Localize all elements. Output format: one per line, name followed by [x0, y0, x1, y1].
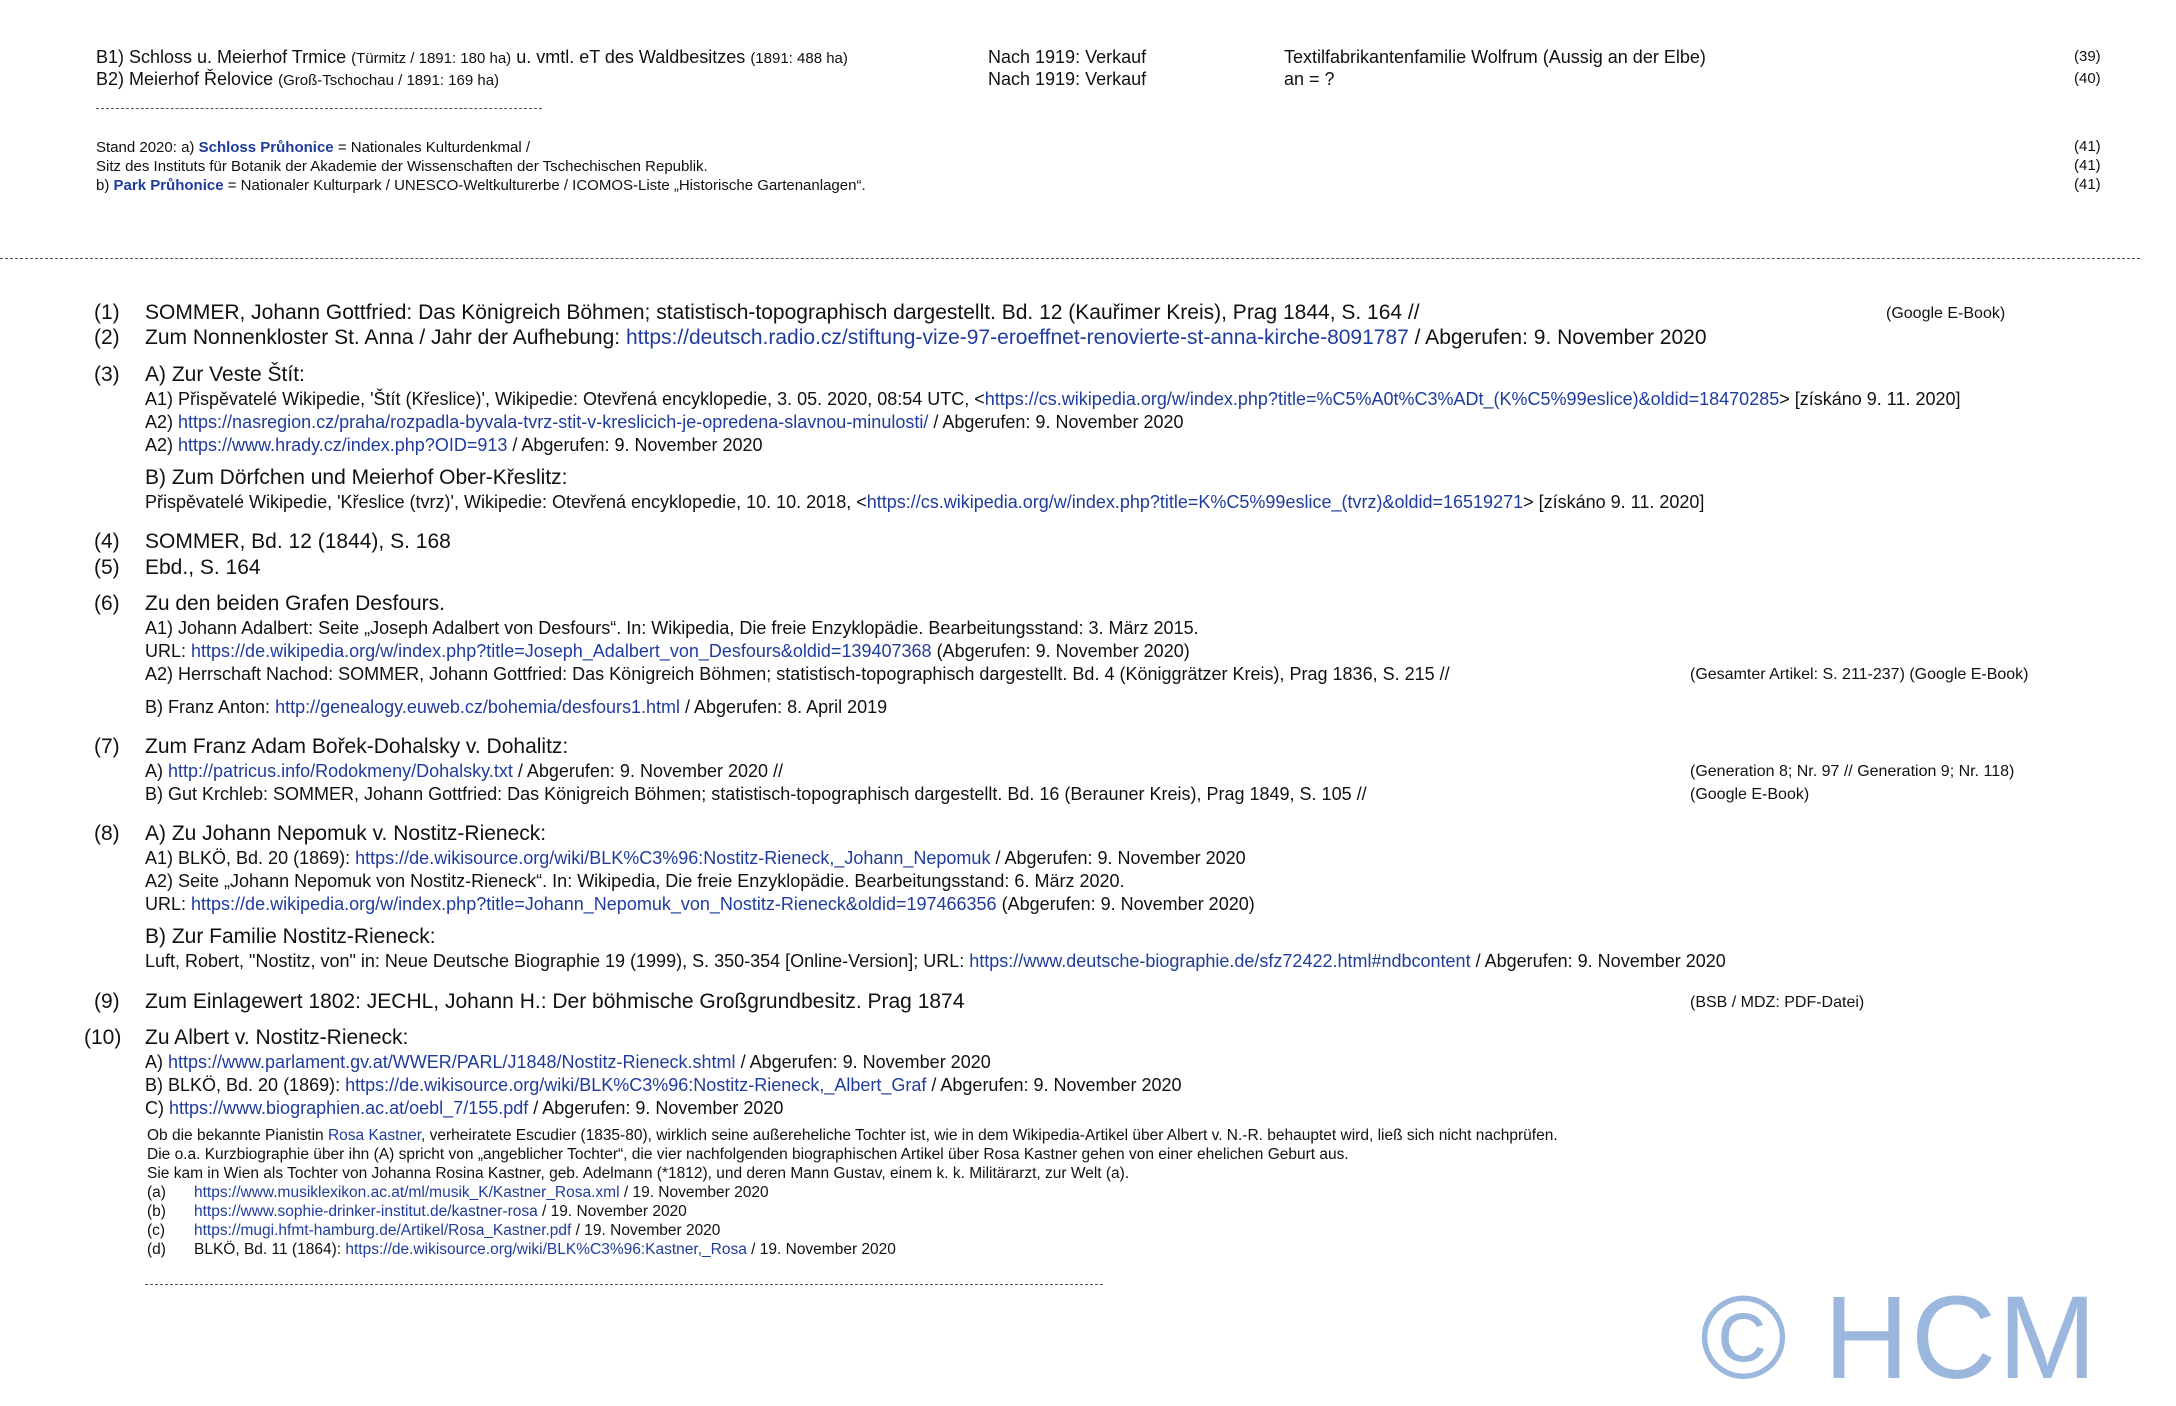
stand-text: = Nationales Kulturdenkmal / — [337, 139, 530, 156]
stand-ref: (41) — [2074, 176, 2101, 193]
note-line: Die o.a. Kurzbiographie über ihn (A) spricht von „angeblicher Tochter“, die vier nachfolgenden biographischen Artikel über Rosa Kastner gehen von einer ehelichen Geburt aus. — [147, 1146, 1349, 1163]
text: Ob die bekannte Pianistin — [147, 1127, 324, 1144]
link-url[interactable]: https://www.deutsche-biographie.de/sfz72422.html#ndbcontent — [969, 951, 1471, 971]
link-url[interactable]: https://de.wikipedia.org/w/index.php?title=Johann_Nepomuk_von_Nostitz-Rieneck&oldid=197466356 — [191, 894, 997, 914]
link-url[interactable]: https://cs.wikipedia.org/w/index.php?title=K%C5%99eslice_(tvrz)&oldid=16519271 — [866, 492, 1524, 512]
text: Zum Nonnenkloster St. Anna / Jahr der Aufhebung: — [145, 326, 621, 349]
text: > [získáno 9. 11. 2020] — [1523, 492, 1705, 512]
text: Luft, Robert, "Nostitz, von" in: Neue Deutsche Biographie 19 (1999), S. 350-354 [Online-Version]; URL: — [145, 951, 965, 971]
footnote-right-note: (BSB / MDZ: PDF-Datei) — [1690, 994, 1865, 1011]
link-url[interactable]: http://patricus.info/Rodokmeny/Dohalsky.txt — [168, 761, 513, 781]
sub-ref-key: (c) — [147, 1222, 166, 1239]
text: A2) — [145, 435, 174, 455]
link-url[interactable]: https://www.parlament.gv.at/WWER/PARL/J1848/Nostitz-Rieneck.shtml — [168, 1052, 736, 1072]
text: / 19. November 2020 — [623, 1184, 769, 1201]
link-rosa-kastner[interactable]: Rosa Kastner — [327, 1127, 422, 1144]
text: / Abgerufen: 9. November 2020 — [931, 1075, 1182, 1095]
footnote-number: (7) — [94, 735, 120, 758]
footnote-line — [145, 1098, 783, 1119]
footnote-right-note: (Generation 8; Nr. 97 // Generation 9; Nr. 118) — [1690, 763, 2015, 780]
footnote-line — [145, 848, 1246, 869]
footnote-line: B) Gut Krchleb: SOMMER, Johann Gottfried: Das Königreich Böhmen; statistisch-topographisch dargestellt. Bd. 16 (Berauner Kreis), Prag 1849, S. 105 // — [145, 784, 1367, 804]
footnote-number: (9) — [94, 990, 120, 1013]
text: / Abgerufen: 9. November 2020 — [512, 435, 763, 455]
stand-prefix: b) — [96, 177, 110, 194]
stand-prefix: Stand 2020: a) — [96, 139, 195, 156]
text: / 19. November 2020 — [542, 1203, 687, 1220]
divider-bottom — [145, 1284, 1103, 1285]
footnote-line: A1) Johann Adalbert: Seite „Joseph Adalbert von Desfours“. In: Wikipedia, Die freie Enzyklopädie. Bearbeitungsstand: 3. März 2015. — [145, 618, 1199, 638]
link-url[interactable]: https://cs.wikipedia.org/w/index.php?title=%C5%A0t%C3%ADt_(K%C5%99eslice)&oldid=18470285 — [984, 389, 1780, 409]
footnote-line — [145, 412, 1184, 433]
link-url[interactable]: https://www.hrady.cz/index.php?OID=913 — [178, 435, 508, 455]
footnote-number: (5) — [94, 556, 120, 579]
footnote-line — [145, 1075, 1182, 1096]
footnote-heading: A) Zur Veste Štít: — [145, 363, 305, 386]
text: C) — [145, 1098, 164, 1118]
text: A2) — [145, 412, 174, 432]
footnote-number: (8) — [94, 822, 120, 845]
footnote-number: (1) — [94, 301, 120, 324]
footnote-line — [145, 951, 1726, 972]
text: A) — [145, 1052, 163, 1072]
copyright-watermark: © HCM — [1700, 1272, 2099, 1404]
footnote-number: (6) — [94, 592, 120, 615]
row-status: Nach 1919: Verkauf — [988, 47, 1147, 67]
footnote-number: (3) — [94, 363, 120, 386]
footnote-right-note: (Gesamter Artikel: S. 211-237) (Google E-Book) — [1690, 666, 2029, 683]
link-url[interactable]: http://genealogy.euweb.cz/bohemia/desfours1.html — [275, 697, 680, 717]
link-url[interactable]: https://de.wikisource.org/wiki/BLK%C3%96:Nostitz-Rieneck,_Johann_Nepomuk — [355, 848, 991, 868]
footnote-heading: A) Zu Johann Nepomuk v. Nostitz-Rieneck: — [145, 822, 547, 845]
footnote-heading: Zu den beiden Grafen Desfours. — [145, 592, 446, 615]
text: Přispěvatelé Wikipedie, 'Křeslice (tvrz)', Wikipedie: Otevřená encyklopedie, 10. 10. 2018, < — [145, 492, 867, 512]
sub-ref-key: (a) — [147, 1184, 166, 1201]
note-line: Sie kam in Wien als Tochter von Johanna Rosina Kastner, geb. Adelmann (*1812), und deren Mann Gustav, einem k. k. Militärarzt, zur Welt (a). — [147, 1165, 1130, 1182]
link-url[interactable]: https://de.wikisource.org/wiki/BLK%C3%96:Nostitz-Rieneck,_Albert_Graf — [345, 1075, 927, 1095]
link-url[interactable]: https://de.wikisource.org/wiki/BLK%C3%96:Kastner,_Rosa — [345, 1241, 747, 1258]
stand-ref: (41) — [2074, 138, 2101, 155]
divider-long — [0, 258, 2140, 259]
row-buyer: an = ? — [1284, 69, 1335, 89]
footnote-text — [145, 326, 1707, 350]
text: / Abgerufen: 9. November 2020 — [1475, 951, 1726, 971]
footnote-line: A2) Herrschaft Nachod: SOMMER, Johann Gottfried: Das Königreich Böhmen; statistisch-topographisch dargestellt. Bd. 4 (Königgrätzer Kreis), Prag 1836, S. 215 // — [145, 664, 1450, 684]
divider-short — [96, 108, 542, 109]
sub-ref-key: (d) — [147, 1241, 166, 1258]
footnote-line — [145, 761, 783, 782]
text: / Abgerufen: 9. November 2020 — [740, 1052, 991, 1072]
text: URL: — [145, 641, 187, 661]
text: / Abgerufen: 9. November 2020 — [995, 848, 1246, 868]
text: , verheiratete Escudier (1835-80), wirklich seine außereheliche Tochter ist, wie in dem Wikipedia-Artikel über Albert v. N.-R. behauptet wird, ließ sich nicht nachprüfen. — [421, 1127, 1558, 1144]
link-url[interactable]: https://www.biographien.ac.at/oebl_7/155.pdf — [169, 1098, 529, 1118]
footnote-line — [145, 492, 1704, 513]
link-park-pruhonice[interactable]: Park Průhonice — [113, 177, 224, 194]
link-schloss-pruhonice[interactable]: Schloss Průhonice — [198, 139, 334, 156]
text: > [získáno 9. 11. 2020] — [1779, 389, 1961, 409]
footnote-number: (4) — [94, 530, 120, 553]
sub-ref-key: (b) — [147, 1203, 166, 1220]
row-ref: (40) — [2074, 70, 2101, 87]
sub-ref-line — [194, 1202, 687, 1221]
text: / 19. November 2020 — [751, 1241, 896, 1258]
link-url[interactable]: https://deutsch.radio.cz/stiftung-vize-97-eroeffnet-renovierte-st-anna-kirche-8091787 — [625, 326, 1409, 349]
row-label: B2) Meierhof Řelovice — [96, 69, 274, 89]
footnote-line — [145, 894, 1255, 915]
text: A) — [145, 761, 163, 781]
link-url[interactable]: https://www.sophie-drinker-institut.de/kastner-rosa — [194, 1203, 538, 1220]
footnote-heading: Zum Franz Adam Bořek-Dohalsky v. Dohalitz: — [145, 735, 569, 758]
text: URL: — [145, 894, 187, 914]
footnote-text: Zum Einlagewert 1802: JECHL, Johann H.: Der böhmische Großgrundbesitz. Prag 1874 — [145, 990, 965, 1013]
footnote-right-note: (Google E-Book) — [1886, 305, 2006, 322]
text: (Abgerufen: 9. November 2020) — [936, 641, 1190, 661]
row-note: (Groß-Tschochau / 1891: 169 ha) — [278, 72, 500, 89]
stand-line-1 — [96, 138, 530, 157]
footnote-line — [145, 435, 763, 456]
footnote-text: Ebd., S. 164 — [145, 556, 261, 579]
row-note-2: (1891: 488 ha) — [750, 50, 848, 67]
row-ref: (39) — [2074, 48, 2101, 65]
sub-ref-line — [194, 1183, 769, 1202]
text: A1) BLKÖ, Bd. 20 (1869): — [145, 848, 351, 868]
sub-ref-line — [194, 1240, 896, 1259]
top-row-b1 — [96, 46, 848, 70]
footnote-line — [145, 641, 1190, 662]
footnote-text: SOMMER, Johann Gottfried: Das Königreich Böhmen; statistisch-topographisch dargestellt. Bd. 12 (Kauřimer Kreis), Prag 1844, S. 164 // — [145, 301, 1420, 324]
stand-line-3 — [96, 176, 866, 195]
link-url[interactable]: https://nasregion.cz/praha/rozpadla-byvala-tvrz-stit-v-kreslicich-je-opredena-slavnou-minulosti/ — [178, 412, 929, 432]
link-url[interactable]: https://de.wikipedia.org/w/index.php?title=Joseph_Adalbert_von_Desfours&oldid=139407368 — [191, 641, 932, 661]
stand-text: = Nationaler Kulturpark / UNESCO-Weltkulturerbe / ICOMOS-Liste „Historische Gartenanlagen“. — [227, 177, 866, 194]
link-url[interactable]: https://www.musiklexikon.ac.at/ml/musik_K/Kastner_Rosa.xml — [194, 1184, 620, 1201]
footnote-number: (10) — [84, 1026, 122, 1049]
footnote-number: (2) — [94, 326, 120, 349]
stand-ref: (41) — [2074, 157, 2101, 174]
row-note: (Türmitz / 1891: 180 ha) — [351, 50, 512, 67]
text: / Abgerufen: 9. November 2020 — [933, 412, 1184, 432]
stand-line-2: Sitz des Instituts für Botanik der Akademie der Wissenschaften der Tschechischen Republik. — [96, 158, 708, 175]
text: / Abgerufen: 8. April 2019 — [685, 697, 888, 717]
text: A1) Přispěvatelé Wikipedie, 'Štít (Křeslice)', Wikipedie: Otevřená encyklopedie, 3. 05. 2020, 08:54 UTC, < — [145, 389, 985, 409]
footnote-line — [145, 1052, 991, 1073]
footnote-line — [145, 697, 887, 718]
footnote-text: SOMMER, Bd. 12 (1844), S. 168 — [145, 530, 451, 553]
footnote-subheading: B) Zur Familie Nostitz-Rieneck: — [145, 925, 436, 948]
footnote-line — [145, 389, 1961, 410]
text: BLKÖ, Bd. 11 (1864): — [194, 1241, 342, 1258]
footnote-right-note: (Google E-Book) — [1690, 786, 1810, 803]
row-label: B1) Schloss u. Meierhof Trmice — [96, 47, 347, 67]
text: / Abgerufen: 9. November 2020 // — [517, 761, 784, 781]
link-url[interactable]: https://mugi.hfmt-hamburg.de/Artikel/Rosa_Kastner.pdf — [194, 1222, 572, 1239]
text: B) BLKÖ, Bd. 20 (1869): — [145, 1075, 341, 1095]
text: (Abgerufen: 9. November 2020) — [1001, 894, 1255, 914]
footnote-heading: Zu Albert v. Nostitz-Rieneck: — [145, 1026, 409, 1049]
row-status: Nach 1919: Verkauf — [988, 69, 1147, 89]
text: / 19. November 2020 — [575, 1222, 721, 1239]
text: / Abgerufen: 9. November 2020 — [533, 1098, 784, 1118]
note-line — [147, 1126, 1558, 1145]
text: / Abgerufen: 9. November 2020 — [1414, 326, 1707, 349]
footnote-line: A2) Seite „Johann Nepomuk von Nostitz-Rieneck“. In: Wikipedia, Die freie Enzyklopädie. Bearbeitungsstand: 6. März 2020. — [145, 871, 1125, 891]
footnote-subheading: B) Zum Dörfchen und Meierhof Ober-Křeslitz: — [145, 466, 568, 489]
row-buyer: Textilfabrikantenfamilie Wolfrum (Aussig an der Elbe) — [1284, 47, 1706, 67]
top-row-b2 — [96, 68, 499, 92]
text: B) Franz Anton: — [145, 697, 271, 717]
sub-ref-line — [194, 1221, 720, 1240]
row-label-cont: u. vmtl. eT des Waldbesitzes — [516, 47, 746, 67]
